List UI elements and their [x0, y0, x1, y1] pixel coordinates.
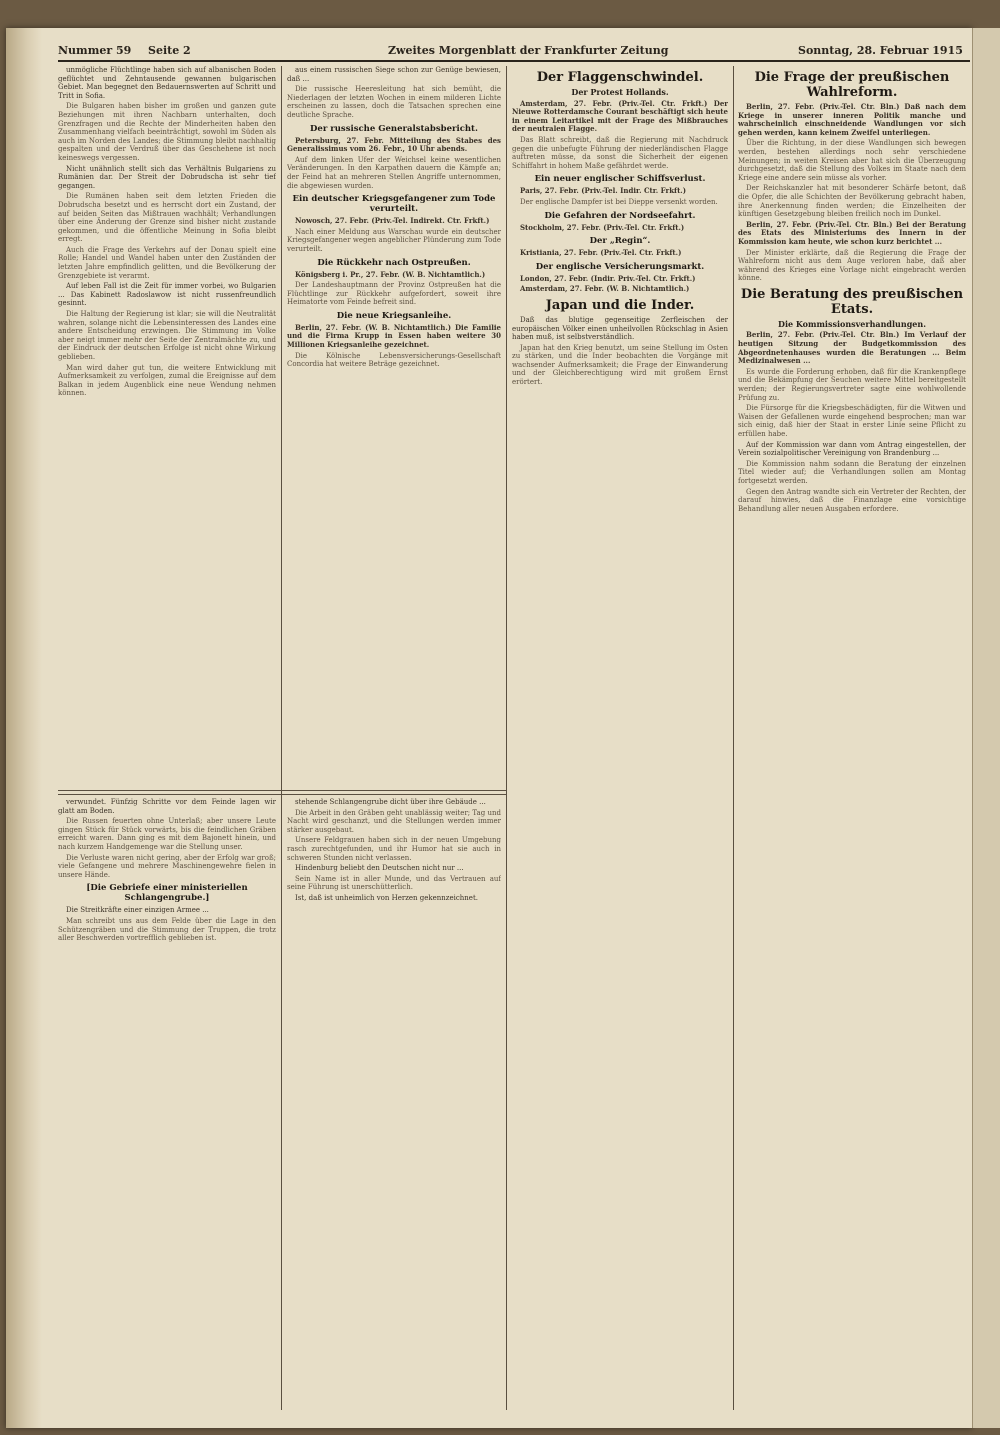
dateline: Paris, 27. Febr. (Priv.-Tel. Indir. Ctr. Frkft.)	[520, 186, 687, 196]
filler-text: Der englische Dampfer ist bei Dieppe versenkt worden.	[520, 197, 718, 206]
subheadline: Der Protest Hollands.	[571, 87, 669, 97]
headline: Die Frage der preußischen Wahlreform.	[754, 70, 950, 100]
headline: Die Beratung des preußischen Etats.	[740, 286, 964, 317]
headline: Der englische Versicherungsmarkt.	[535, 261, 705, 272]
article-text: Ist, daß ist unheimlich von Herzen gekennzeichnet.	[295, 893, 478, 902]
filler-text: Die Kommission nahm sodann die Beratung der einzelnen Titel wieder auf; die Verhandlungen sollen am Montag fortgesetzt werden.	[738, 459, 966, 485]
headline: Japan und die Inder.	[545, 297, 695, 313]
filler-text: Der Landeshauptmann der Provinz Ostpreußen hat die Flüchtlinge zur Rückkehr aufgefordert, soweit ihre Heimatorte vom Feinde befreit sind.	[287, 281, 501, 307]
page-number: Seite 2	[148, 44, 191, 57]
dateline: Berlin, 27. Febr. (Priv.-Tel. Ctr. Bln.) Im Verlauf der heutigen Sitzung der Budgetkommission des Abgeordnetenhauses wurden die Beratungen ... Beim Medizinalwesen ...	[738, 330, 966, 366]
article-text: Auf der Kommission war dann vom Antrag eingestellen, der Verein sozialpolitischer Vereinigung von Brandenburg ...	[738, 440, 966, 458]
article-text: stehende Schlangengrube dicht über ihre Gebäude ...	[295, 798, 486, 806]
dateline: London, 27. Febr. (Indir. Priv.-Tel. Ctr. Frkft.)	[520, 273, 696, 283]
article-text: Nicht unähnlich stellt sich das Verhältnis Bulgariens zu Rumänien dar. Der Streit der Dobrudscha ist sehr tief gegangen.	[58, 164, 276, 190]
dateline: Kristiania, 27. Febr. (Priv.-Tel. Ctr. Frkft.)	[520, 248, 682, 258]
headline: Der Flaggenschwindel.	[536, 70, 704, 85]
masthead	[58, 44, 970, 62]
column-rule	[506, 66, 507, 1410]
filler-text: Unsere Feldgrauen haben sich in der neuen Umgebung rasch zurechtgefunden, und ihr Humor hat sie auch in schweren Stunden nicht verlassen.	[287, 836, 501, 862]
issue-number: Nummer 59	[58, 44, 132, 57]
article-text: Auf leben Fall ist die Zeit für immer vorbei, wo Bulgarien ... Das Kabinett Radoslawow ist nicht russenfreundlich gesinnt.	[58, 282, 276, 308]
headline: [Die Gebriefe einer ministeriellen Schlangengrube.]	[86, 883, 248, 904]
column-2	[287, 66, 501, 786]
dateline: Nowosch, 27. Febr. (Priv.-Tel. Indirekt. Ctr. Frkft.)	[295, 216, 490, 226]
headline: Ein deutscher Kriegsgefangener zum Tode verurteilt.	[292, 194, 496, 215]
filler-text: Man wird daher gut tun, die weitere Entwicklung mit Aufmerksamkeit zu verfolgen, zumal die Ereignisse auf dem Balkan in jedem Augenblick eine neue Wendung nehmen können.	[58, 363, 276, 398]
lower-column-1	[58, 798, 276, 1410]
column-3	[512, 66, 728, 786]
dateline: Königsberg i. Pr., 27. Febr. (W. B. Nichtamtlich.)	[295, 269, 486, 279]
filler-text: Gegen den Antrag wandte sich ein Vertreter der Rechten, der darauf hinwies, daß die Finanzlage eine vorsichtige Behandlung aller neuen Ausgaben erfordere.	[738, 487, 966, 513]
dateline: Berlin, 27. Febr. (Priv.-Tel. Ctr. Bln.) Daß nach dem Kriege in unserer inneren Politik manche und wahrscheinlich einschneidende Wandlungen vor sich gehen werden, kann keinem Zweifel unterliegen.	[738, 102, 966, 137]
column-4	[738, 66, 966, 1416]
dateline: Petersburg, 27. Febr. Mitteilung des Stabes des Generalissimus vom 26. Febr., 10 Uhr abends.	[287, 135, 501, 154]
headline: Ein neuer englischer Schiffsverlust.	[534, 174, 706, 185]
subheadline: Die Kommissionsverhandlungen.	[778, 318, 926, 329]
headline: Der russische Generalstabsbericht.	[310, 123, 478, 134]
edition-title: Zweites Morgenblatt der Frankfurter Zeitung	[388, 44, 669, 57]
filler-text: Man schreibt uns aus dem Felde über die Lage in den Schützengräben und die Stimmung der Truppen, die trotz aller Beschwerden vortrefflich geblieben ist.	[58, 916, 276, 943]
lower-column-2	[287, 798, 501, 1410]
headline: Die Rückkehr nach Ostpreußen.	[317, 257, 471, 268]
filler-text: Sein Name ist in aller Munde, und das Vertrauen auf seine Führung ist unerschütterlich.	[287, 874, 501, 892]
column-rule	[281, 66, 282, 1410]
article-text: verwundet. Fünfzig Schritte vor dem Feinde lagen wir glatt am Boden.	[58, 798, 276, 815]
filler-text: Die Russen feuerten ohne Unterlaß; aber unsere Leute gingen Stück für Stück vorwärts, bis die feindlichen Gräben erreicht waren. Dann ging es mit dem Bajonett hinein, und nach kurzem Handgemenge war die Stellung unser.	[58, 817, 276, 851]
headline: Der „Regin“.	[589, 236, 651, 247]
filler-text: Es wurde die Forderung erhoben, daß für die Krankenpflege und die Bekämpfung der Seuchen weitere Mittel bereitgestellt werden; der Regierungsvertreter sagte eine wohlwollende Prüfung zu.	[738, 367, 966, 402]
filler-text: Auf dem linken Ufer der Weichsel keine wesentlichen Veränderungen. In den Karpathen dauern die Kämpfe an; der Feind hat an mehreren Stellen Angriffe unternommen, die abgewiesen wurden.	[287, 155, 501, 190]
dateline: Berlin, 27. Febr. (Priv.-Tel. Ctr. Bln.) Bei der Beratung des Etats des Ministeriums des Innern in der Kommission kam heute, wie schon kurz berichtet ...	[738, 219, 966, 246]
filler-text: Die Verluste waren nicht gering, aber der Erfolg war groß; viele Gefangene und mehrere Maschinengewehre fielen in unsere Hände.	[58, 853, 276, 879]
filler-text: Auch die Frage des Verkehrs auf der Donau spielt eine Rolle; Handel und Wandel haben unter den Zuständen der letzten Jahre empfindlich gelitten, und die Bevölkerung der Grenzgebiete ist verarmt.	[58, 245, 276, 280]
article-text: unmögliche Flüchtlinge haben sich auf albanischen Boden geflüchtet und Zehntausende gewannen bulgarischen Gebiet. Man begegnet den Bedauernswerten auf Schritt und Tritt in Sofia.	[58, 66, 276, 100]
dateline: Amsterdam, 27. Febr. (W. B. Nichtamtlich.)	[520, 284, 690, 294]
filler-text: Der Reichskanzler hat mit besonderer Schärfe betont, daß die Opfer, die alle Schichten der Bevölkerung gebracht haben, ihre Anerkennung finden werden; die Einzelheiten der künftigen Gesetzgebung bleiben freilich noch im Dunkel.	[738, 184, 966, 219]
article-text: Daß das blutige gegenseitige Zerfleischen der europäischen Völker einen unheilvollen Rückschlag in Asien haben muß, ist selbstverständlich.	[512, 315, 728, 342]
filler-text: Die Fürsorge für die Kriegsbeschädigten, für die Witwen und Waisen der Gefallenen wurde eingehend besprochen; man war sich einig, daß hier der Staat in erster Linie seine Pflicht zu erfüllen habe.	[738, 404, 966, 438]
filler-text: Die Haltung der Regierung ist klar; sie will die Neutralität wahren, solange nicht die Lebensinteressen des Landes eine andere Entscheidung erzwingen. Die Stimmung im Volke aber neigt immer mehr der Seite der Zentralmächte zu, und der Eindruck der deutschen Erfolge ist nicht ohne Wirkung geblieben.	[58, 310, 276, 361]
next-page-edge	[972, 28, 1000, 1428]
article-text: Hindenburg beliebt den Deutschen nicht nur ...	[295, 864, 464, 873]
column-rule	[733, 66, 734, 1410]
page-gutter	[6, 28, 42, 1428]
column-1	[58, 66, 276, 786]
article-text: aus einem russischen Siege schon zur Genüge bewiesen, daß ...	[287, 66, 501, 83]
dateline: Berlin, 27. Febr. (W. B. Nichtamtlich.) Die Familie und die Firma Krupp in Essen haben weitere 30 Millionen Kriegsanleihe gezeichnet.	[287, 322, 501, 350]
filler-text: Die Kölnische Lebensversicherungs-Gesellschaft Concordia hat weitere Beträge gezeichnet.	[287, 351, 501, 369]
filler-text: Die Rumänen haben seit dem letzten Frieden die Dobrudscha besetzt und es herrscht dort ein Zustand, der auf beiden Seiten das Mißtrauen wachhält; Verhandlungen über eine Änderung der Grenze sind bisher nicht zustande gekommen, und die öffentliche Meinung in Sofia bleibt erregt.	[58, 192, 276, 244]
filler-text: Das Blatt schreibt, daß die Regierung mit Nachdruck gegen die unbefugte Führung der niederländischen Flagge auftreten müsse, da sonst die Sicherheit der eigenen Schiffahrt in hohem Maße gefährdet werde.	[512, 135, 728, 170]
filler-text: Die russische Heeresleitung hat sich bemüht, die Niederlagen der letzten Wochen in einem milderen Lichte erscheinen zu lassen, doch die Tatsachen sprechen eine deutliche Sprache.	[287, 85, 501, 119]
filler-text: Die Bulgaren haben bisher im großen und ganzen gute Beziehungen mit ihren Nachbarn unterhalten, doch Grenzfragen und die Rechte der Minderheiten haben den Zusammenhang vielfach beeinträchtigt, sowohl im Süden als auch im Norden des Landes; die Stimmung bleibt nachhaltig gespalten und der Verdruß über das Geschehene ist noch keineswegs vergessen.	[58, 102, 276, 162]
filler-text: Nach einer Meldung aus Warschau wurde ein deutscher Kriegsgefangener wegen angeblicher Plünderung zum Tode verurteilt.	[287, 227, 501, 253]
filler-text: Der Minister erklärte, daß die Regierung die Frage der Wahlreform nicht aus dem Auge verloren habe, daß aber während des Krieges eine Vorlage nicht eingebracht werden könne.	[738, 248, 966, 283]
headline: Die neue Kriegsanleihe.	[336, 310, 452, 321]
section-divider	[58, 790, 506, 795]
dateline: Stockholm, 27. Febr. (Priv.-Tel. Ctr. Frkft.)	[520, 222, 685, 232]
article-text: Die Streitkräfte einer einzigen Armee ...	[66, 906, 209, 915]
issue-date: Sonntag, 28. Februar 1915	[798, 44, 963, 57]
filler-text: Die Arbeit in den Gräben geht unablässig weiter; Tag und Nacht wird geschanzt, und die Stellungen werden immer stärker ausgebaut.	[287, 808, 501, 834]
dateline: Amsterdam, 27. Febr. (Priv.-Tel. Ctr. Frkft.) Der Nieuwe Rotterdamsche Courant beschäftigt sich heute in einem Leitartikel mit der Frage des Mißbrauches der neutralen Flagge.	[512, 98, 728, 134]
headline: Die Gefahren der Nordseefahrt.	[544, 210, 696, 221]
filler-text: Über die Richtung, in der diese Wandlungen sich bewegen werden, bestehen allerdings noch sehr verschiedene Meinungen; in weiten Kreisen aber hat sich die Überzeugung durchgesetzt, daß die Stellung des Volkes im Staate nach dem Kriege eine andere sein müsse als vorher.	[738, 139, 966, 182]
filler-text: Japan hat den Krieg benutzt, um seine Stellung im Osten zu stärken, und die Inder beobachten die Vorgänge mit wachsender Aufmerksamkeit; die Frage der Einwanderung und der Gleichberechtigung wird mit großem Ernst erörtert.	[512, 343, 728, 387]
